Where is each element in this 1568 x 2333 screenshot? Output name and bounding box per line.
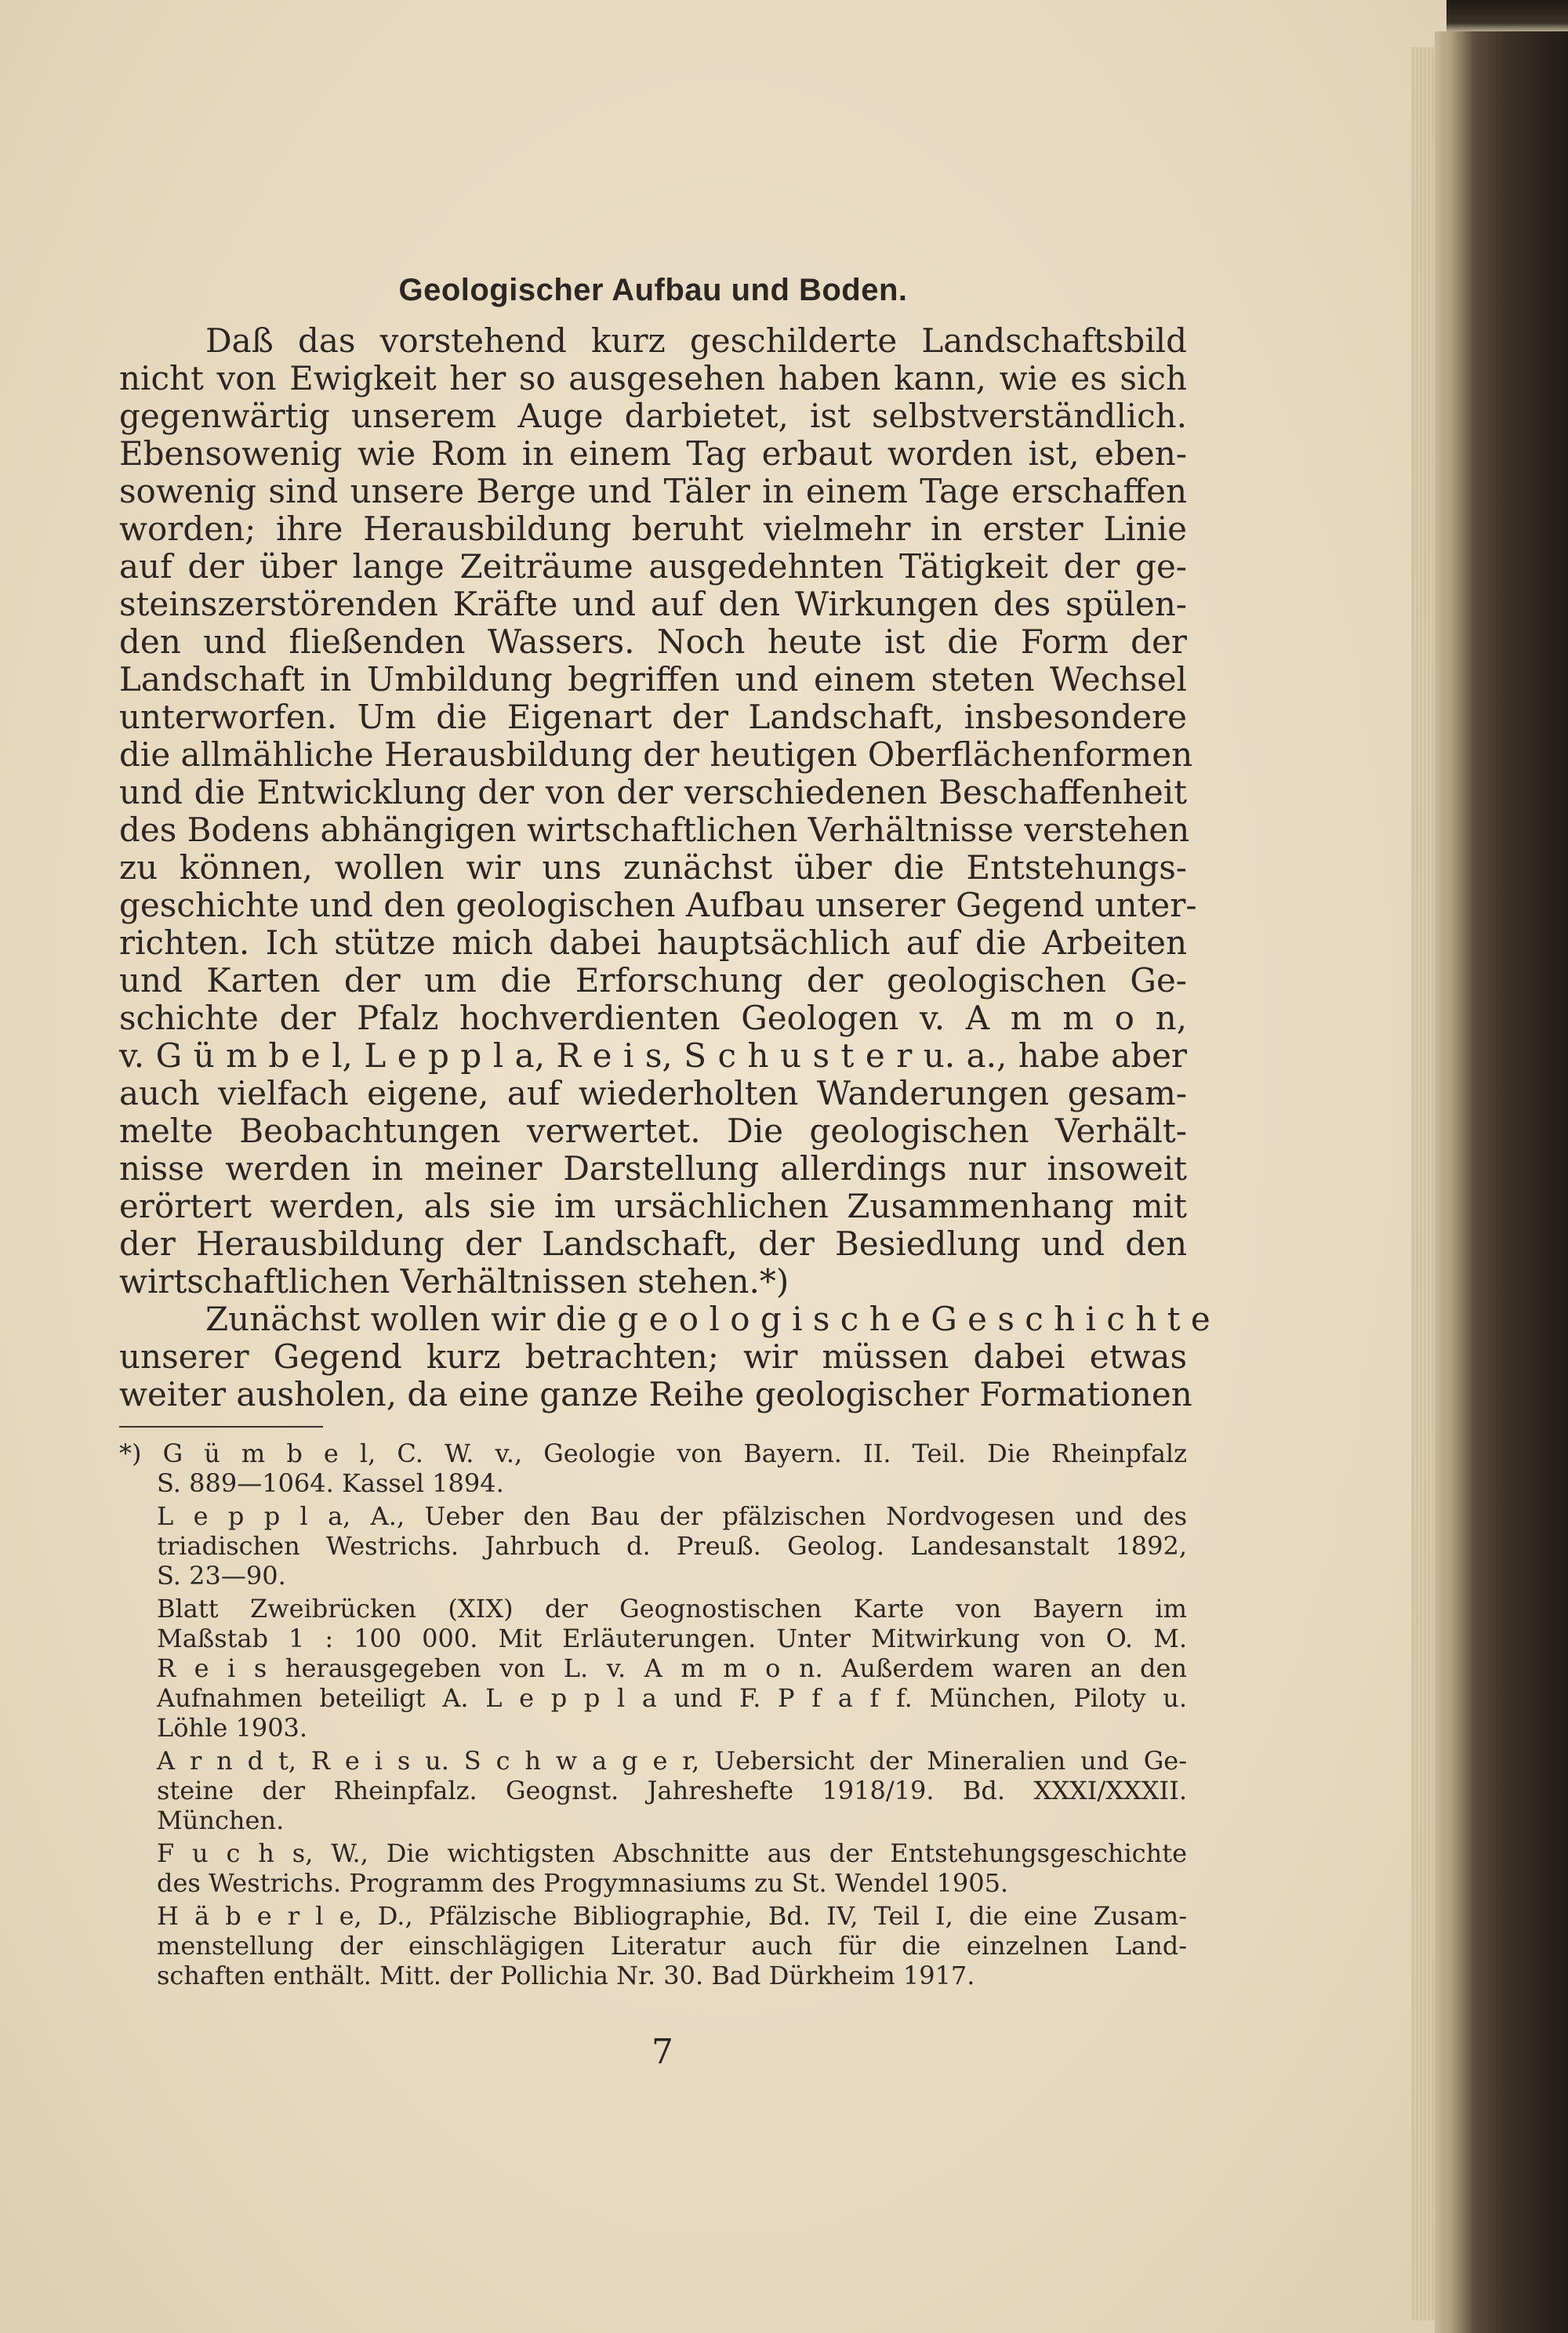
footnote-entry <box>119 1439 1187 1498</box>
body-line: nisse werden in meiner Darstellung allerdings nur insoweit <box>119 1149 1187 1188</box>
body-line: Zunächst wollen wir die g e o l o g i s c h e G e s c h i c h t e <box>205 1300 1210 1338</box>
body-line: wirtschaftlichen Verhältnissen stehen.*) <box>119 1262 789 1301</box>
body-line: gegenwärtig unserem Auge darbietet, ist selbstverständlich. <box>119 397 1187 435</box>
footnote-entry <box>119 1838 1187 1898</box>
footnote-line: R e i s herausgegeben von L. v. A m m o n. Außerdem waren an den <box>157 1653 1187 1683</box>
page-number: 7 <box>652 2032 673 2072</box>
body-line: und Karten der um die Erforschung der geologischen Ge- <box>119 961 1187 1000</box>
body-line: der Herausbildung der Landschaft, der Besiedlung und den <box>119 1225 1187 1263</box>
footnote-line: H ä b e r l e, D., Pfälzische Bibliographie, Bd. IV, Teil I, die eine Zusam- <box>157 1901 1187 1931</box>
body-line: des Bodens abhängigen wirtschaftlichen Verhältnisse verstehen <box>119 811 1190 849</box>
body-line: die allmähliche Herausbildung der heutigen Oberflächenformen <box>119 735 1193 774</box>
footnote-line: Aufnahmen beteiligt A. L e p p l a und F. P f a f f. München, Piloty u. <box>157 1683 1187 1713</box>
book-binding <box>1435 31 1568 2333</box>
footnote-line: schaften enthält. Mitt. der Pollichia Nr. 30. Bad Dürkheim 1917. <box>157 1961 975 1990</box>
body-line: erörtert werden, als sie im ursächlichen Zusammenhang mit <box>119 1187 1187 1225</box>
footnote-line: des Westrichs. Programm des Progymnasiums zu St. Wendel 1905. <box>157 1868 1009 1898</box>
body-line: schichte der Pfalz hochverdienten Geologen v. A m m o n, <box>119 999 1187 1037</box>
footnote-line: München. <box>157 1805 285 1835</box>
body-line: sowenig sind unsere Berge und Täler in einem Tage erschaffen <box>119 472 1187 510</box>
footnote-rule <box>119 1426 323 1428</box>
section-heading: Geologischer Aufbau und Boden. <box>398 273 908 307</box>
body-line: unterworfen. Um die Eigenart der Landschaft, insbesondere <box>119 698 1187 736</box>
footnotes <box>119 1439 1187 1990</box>
body-text <box>119 321 1210 1413</box>
body-line: nicht von Ewigkeit her so ausgesehen haben kann, wie es sich <box>119 359 1187 397</box>
body-line: Daß das vorstehend kurz geschilderte Landschaftsbild <box>205 321 1187 360</box>
footnote-entry <box>119 1594 1187 1743</box>
body-line: steinszerstörenden Kräfte und auf den Wirkungen des spülen- <box>119 585 1187 623</box>
footnote-entry <box>119 1901 1187 1990</box>
body-line: den und fließenden Wassers. Noch heute ist die Form der <box>119 622 1187 661</box>
footnote-line: Blatt Zweibrücken (XIX) der Geognostischen Karte von Bayern im <box>157 1594 1187 1624</box>
body-line: melte Beobachtungen verwertet. Die geologischen Verhält- <box>119 1112 1187 1150</box>
footnote-line: S. 23—90. <box>157 1561 286 1591</box>
body-line: weiter ausholen, da eine ganze Reihe geologischer Formationen <box>119 1375 1192 1413</box>
body-line: unserer Gegend kurz betrachten; wir müssen dabei etwas <box>119 1337 1187 1376</box>
footnote-entry <box>119 1746 1187 1835</box>
body-line: auf der über lange Zeiträume ausgedehnten Tätigkeit der ge- <box>119 547 1187 586</box>
footnote-line: triadischen Westrichs. Jahrbuch d. Preuß. Geolog. Landesanstalt 1892, <box>157 1531 1187 1561</box>
body-line: Landschaft in Umbildung begriffen und einem steten Wechsel <box>119 660 1187 698</box>
footnote-entry <box>119 1501 1187 1591</box>
body-line: Ebensowenig wie Rom in einem Tag erbaut worden ist, eben- <box>119 434 1187 473</box>
body-line: auch vielfach eigene, auf wiederholten Wanderungen gesam- <box>119 1074 1187 1112</box>
footnote-line: S. 889—1064. Kassel 1894. <box>157 1468 504 1498</box>
footnote-line: *) G ü m b e l, C. W. v., Geologie von Bayern. II. Teil. Die Rheinpfalz <box>119 1439 1187 1468</box>
footnote-line: Löhle 1903. <box>157 1713 308 1743</box>
body-line: richten. Ich stütze mich dabei hauptsächlich auf die Arbeiten <box>119 923 1187 962</box>
footnote-line: F u c h s, W., Die wichtigsten Abschnitte aus der Entstehungsgeschichte <box>157 1838 1187 1868</box>
body-line: zu können, wollen wir uns zunächst über die Entstehungs- <box>119 848 1187 887</box>
body-line: worden; ihre Herausbildung beruht vielmehr in erster Linie <box>119 510 1187 548</box>
page-text <box>119 273 1210 1994</box>
footnote-line: steine der Rheinpfalz. Geognst. Jahreshefte 1918/19. Bd. XXXI/XXXII. <box>157 1776 1187 1805</box>
footnote-line: menstellung der einschlägigen Literatur auch für die einzelnen Land- <box>157 1931 1187 1961</box>
body-line: v. G ü m b e l, L e p p l a, R e i s, S c h u s t e r u. a., habe aber <box>119 1036 1187 1075</box>
body-line: geschichte und den geologischen Aufbau unserer Gegend unter- <box>119 886 1197 924</box>
footnote-line: Maßstab 1 : 100 000. Mit Erläuterungen. Unter Mitwirkung von O. M. <box>157 1624 1187 1653</box>
body-line: und die Entwicklung der von der verschiedenen Beschaffenheit <box>119 773 1187 811</box>
footnote-line: L e p p l a, A., Ueber den Bau der pfälzischen Nordvogesen und des <box>157 1501 1187 1531</box>
footnote-line: A r n d t, R e i s u. S c h w a g e r, Uebersicht der Mineralien und Ge- <box>157 1746 1187 1776</box>
